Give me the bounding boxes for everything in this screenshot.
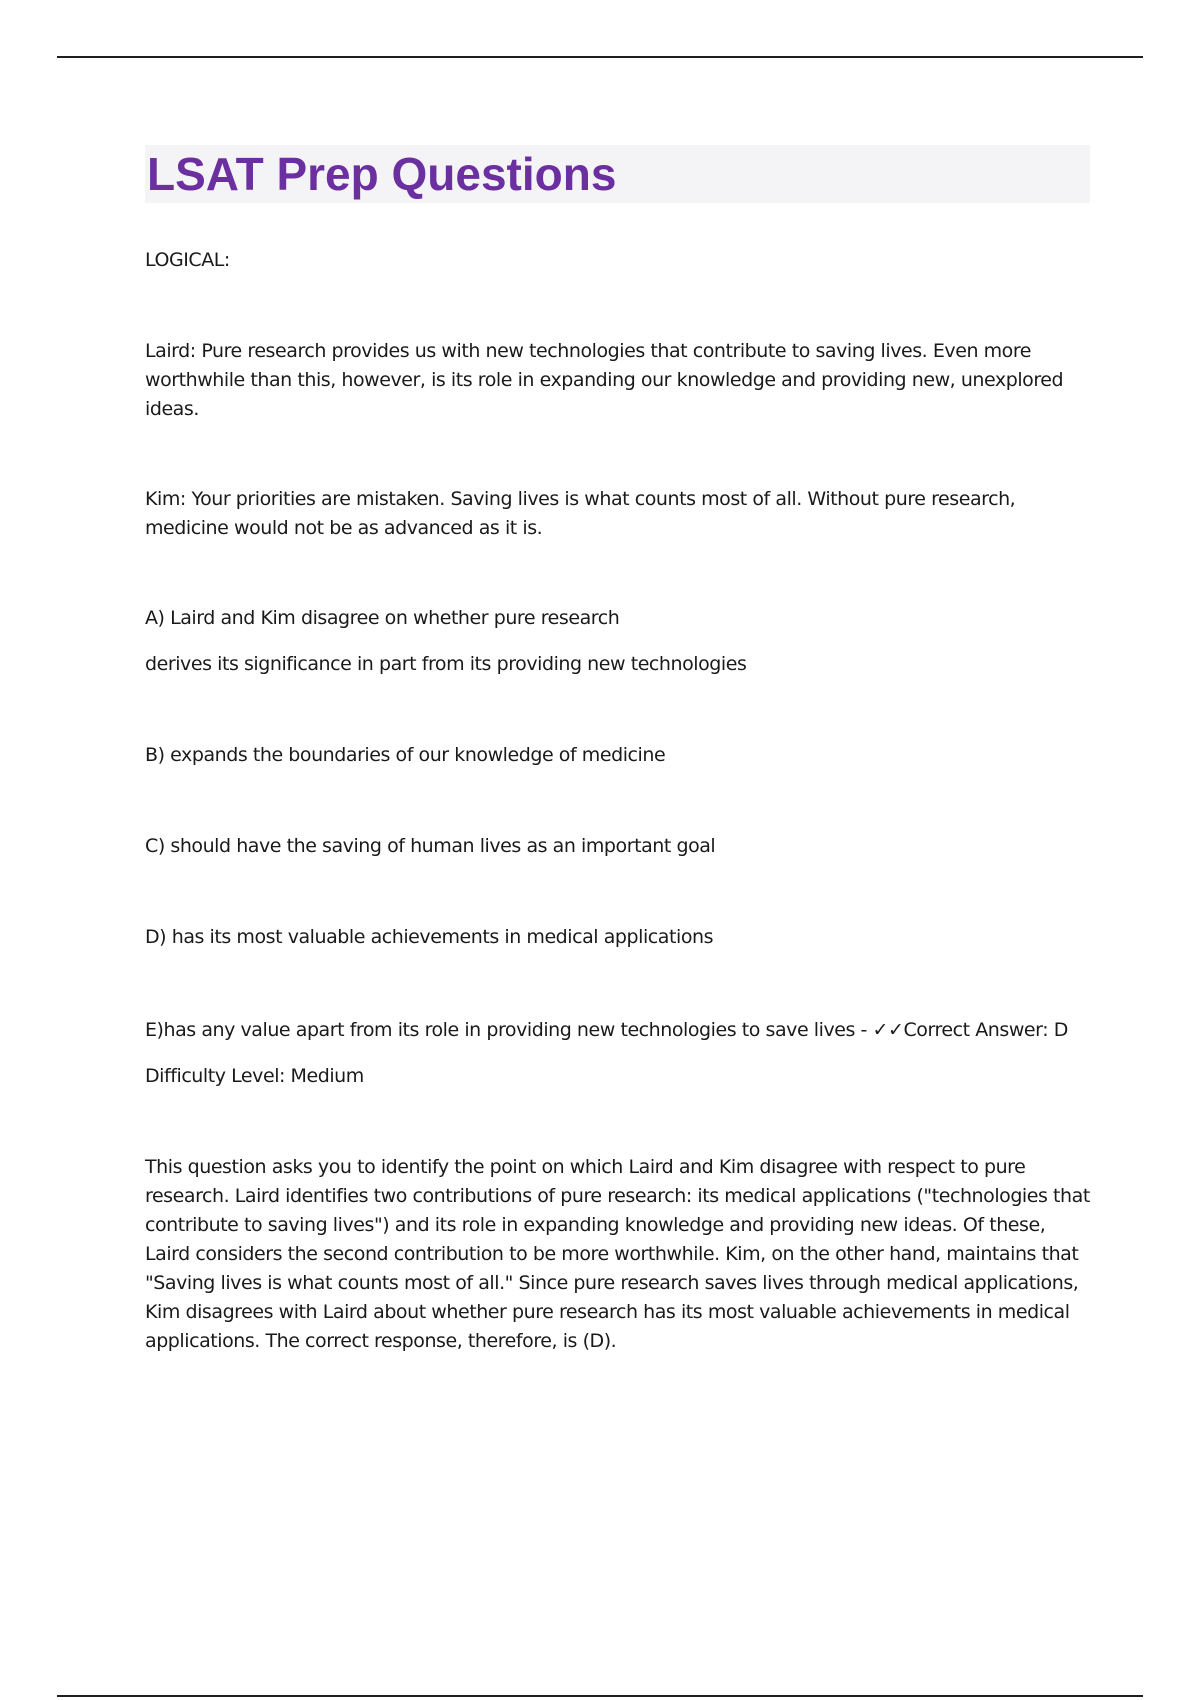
passage-laird: Laird: Pure research provides us with new technologies that contribute to saving lives. Even more worthwhile than this, however, is its role in expanding our knowledge and providing new, unexplored ideas. [145, 340, 1064, 420]
difficulty-level: Difficulty Level: Medium [145, 1065, 364, 1087]
option-c: C) should have the saving of human lives as an important goal [145, 835, 716, 857]
option-a: derives its significance in part from its providing new technologies [145, 653, 747, 675]
footer-rule [57, 1695, 1143, 1697]
title-band [145, 145, 1090, 203]
page-title: LSAT Prep Questions [147, 148, 617, 200]
page-content [145, 145, 1090, 1356]
option-e-with-answer: E)has any value apart from its role in providing new technologies to save lives - ✓✓Correct Answer: D [145, 1019, 1068, 1041]
passage-kim: Kim: Your priorities are mistaken. Saving lives is what counts most of all. Without pure research, medicine would not be as advanced as it is. [145, 488, 1016, 539]
answer-explanation: This question asks you to identify the point on which Laird and Kim disagree with respect to pure research. Laird identifies two contributions of pure research: its medical applications ("technologies that contribute to saving lives") and its role in expanding knowledge and providing new ideas. Of these, Laird considers the second contribution to be more worthwhile. Kim, on the other hand, maintains that "Saving lives is what counts most of all." Since pure research saves lives through medical applications, Kim disagrees with Laird about whether pure research has its most valuable achievements in medical applications. The correct response, therefore, is (D). [145, 1156, 1090, 1352]
section-label: LOGICAL: [145, 249, 230, 271]
option-b: B) expands the boundaries of our knowledge of medicine [145, 744, 666, 766]
header-rule [57, 56, 1143, 58]
option-d: D) has its most valuable achievements in medical applications [145, 926, 714, 948]
question-stem: A) Laird and Kim disagree on whether pure research [145, 607, 620, 629]
